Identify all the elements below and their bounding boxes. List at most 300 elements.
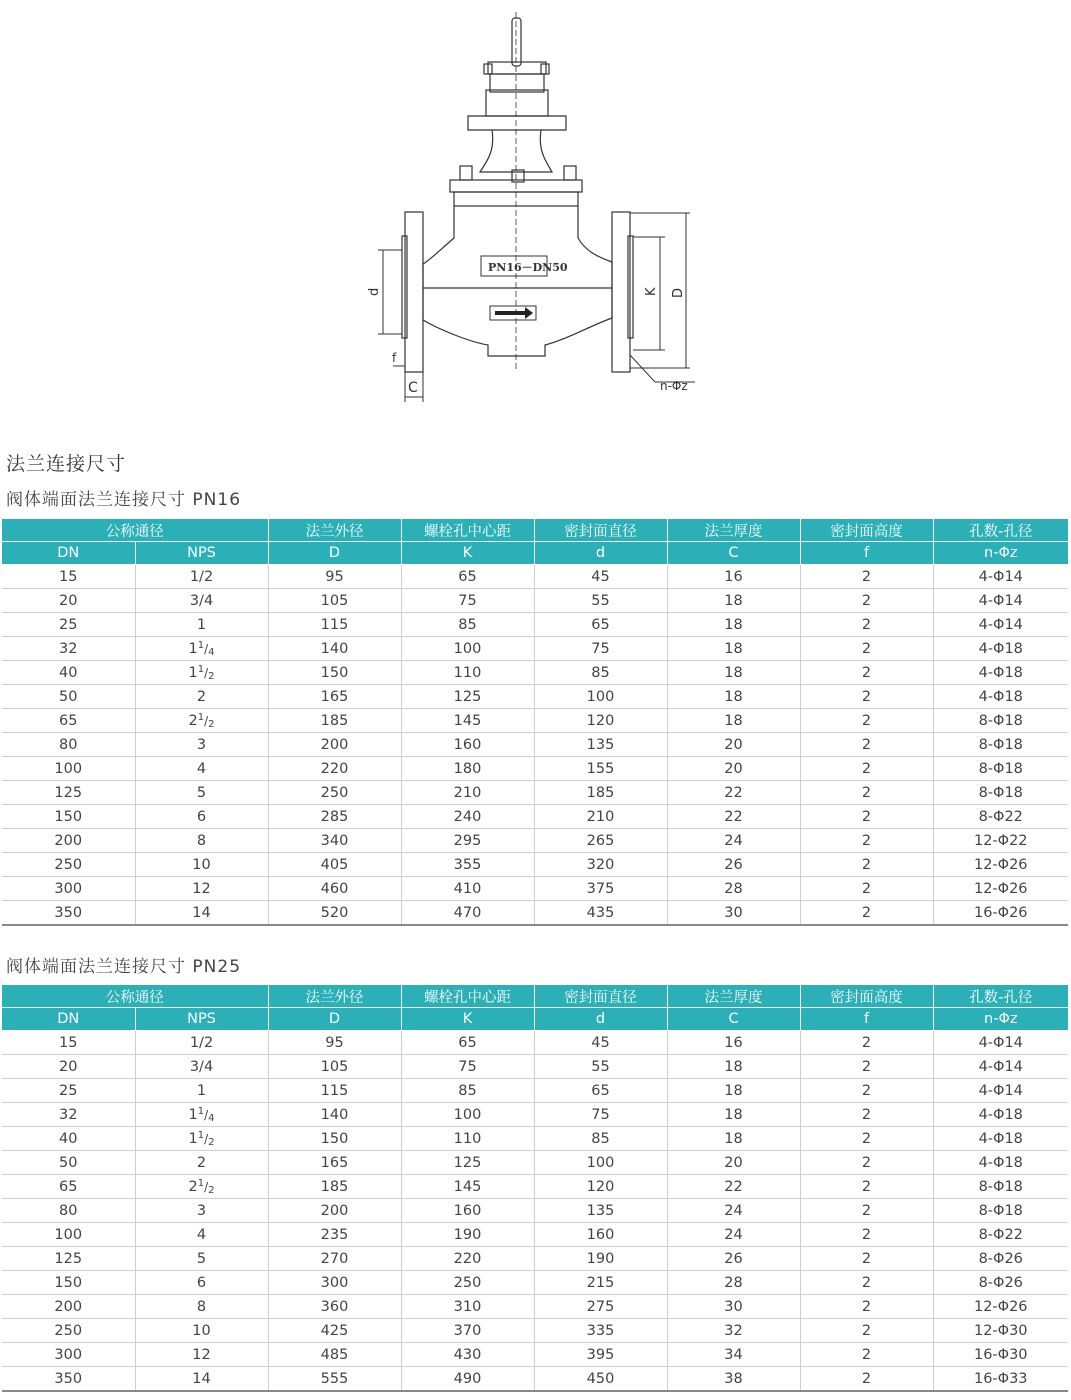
table-row (2, 1031, 1068, 1055)
table-row (2, 1271, 1068, 1295)
cell-flange-thickness: 30 (667, 901, 800, 926)
cell-flange-od: 340 (268, 829, 401, 853)
cell-nps: $1^1/_4$ (135, 637, 268, 661)
cell-bolt-circle: 145 (401, 1175, 534, 1199)
cell-dn: 350 (2, 901, 135, 926)
table-row (2, 1223, 1068, 1247)
cell-flange-od: 165 (268, 685, 401, 709)
cell-holes: 4-Φ18 (933, 1151, 1068, 1175)
table-row (2, 1199, 1068, 1223)
cell-nps: 1/2 (135, 565, 268, 589)
cell-dn: 50 (2, 1151, 135, 1175)
valve-body (423, 206, 612, 356)
cell-nps: $1^1/_4$ (135, 1103, 268, 1127)
cell-flange-thickness: 20 (667, 733, 800, 757)
cell-nps: $1^1/_2$ (135, 661, 268, 685)
cell-holes: 12-Φ26 (933, 877, 1068, 901)
cell-seal-diameter: 100 (534, 1151, 667, 1175)
cell-seal-diameter: 435 (534, 901, 667, 926)
cell-flange-thickness: 18 (667, 1127, 800, 1151)
cell-bolt-circle: 110 (401, 661, 534, 685)
cell-flange-thickness: 18 (667, 1055, 800, 1079)
cell-flange-thickness: 24 (667, 1199, 800, 1223)
cell-dn: 50 (2, 685, 135, 709)
cell-dn: 32 (2, 637, 135, 661)
header-sym: K (401, 1008, 534, 1031)
cell-bolt-circle: 75 (401, 589, 534, 613)
cell-nps: 2 (135, 685, 268, 709)
table-row (2, 805, 1068, 829)
cell-seal-diameter: 275 (534, 1295, 667, 1319)
cell-dn: 80 (2, 1199, 135, 1223)
cell-seal-diameter: 85 (534, 1127, 667, 1151)
cell-flange-thickness: 22 (667, 805, 800, 829)
cell-seal-height: 2 (800, 733, 933, 757)
cell-flange-od: 360 (268, 1295, 401, 1319)
cell-bolt-circle: 125 (401, 1151, 534, 1175)
cell-flange-od: 285 (268, 805, 401, 829)
cell-flange-od: 220 (268, 757, 401, 781)
cell-nps: 8 (135, 829, 268, 853)
cell-flange-od: 520 (268, 901, 401, 926)
cell-holes: 8-Φ26 (933, 1271, 1068, 1295)
cell-dn: 100 (2, 1223, 135, 1247)
cell-seal-diameter: 135 (534, 733, 667, 757)
cell-seal-height: 2 (800, 757, 933, 781)
header-cn: 螺栓孔中心距 (401, 985, 534, 1008)
left-flange (405, 212, 423, 372)
header-sym: d (534, 542, 667, 565)
bonnet-flange (468, 116, 566, 130)
cell-flange-thickness: 16 (667, 565, 800, 589)
cell-holes: 4-Φ14 (933, 613, 1068, 637)
cell-bolt-circle: 470 (401, 901, 534, 926)
header-cn: 法兰厚度 (667, 519, 800, 542)
cell-dn: 15 (2, 565, 135, 589)
cell-flange-od: 105 (268, 1055, 401, 1079)
cell-holes: 4-Φ14 (933, 1079, 1068, 1103)
cell-seal-height: 2 (800, 829, 933, 853)
cell-nps: 5 (135, 1247, 268, 1271)
header-sym: d (534, 1008, 667, 1031)
cell-holes: 12-Φ30 (933, 1319, 1068, 1343)
cell-seal-diameter: 135 (534, 1199, 667, 1223)
cell-holes: 8-Φ18 (933, 1199, 1068, 1223)
header-sym: C (667, 542, 800, 565)
cell-flange-thickness: 18 (667, 589, 800, 613)
cell-seal-height: 2 (800, 589, 933, 613)
cell-seal-diameter: 320 (534, 853, 667, 877)
cell-seal-height: 2 (800, 1055, 933, 1079)
table-row (2, 613, 1068, 637)
cell-flange-thickness: 24 (667, 829, 800, 853)
table-title-pn25: 阀体端面法兰连接尺寸 PN25 (6, 957, 242, 977)
cell-seal-diameter: 215 (534, 1271, 667, 1295)
dim-nphiz-label: n-Φz (660, 379, 688, 393)
cell-seal-diameter: 265 (534, 829, 667, 853)
header-row-cn (2, 985, 1068, 1008)
header-sym: C (667, 1008, 800, 1031)
header-sym: f (800, 542, 933, 565)
cell-flange-od: 460 (268, 877, 401, 901)
cell-seal-height: 2 (800, 1079, 933, 1103)
cell-seal-diameter: 190 (534, 1247, 667, 1271)
cell-seal-height: 2 (800, 781, 933, 805)
cell-nps: 12 (135, 877, 268, 901)
nps-denominator: 2 (208, 718, 215, 730)
cell-nps: 1 (135, 613, 268, 637)
cell-holes: 4-Φ18 (933, 661, 1068, 685)
cell-seal-diameter: 65 (534, 613, 667, 637)
cell-seal-height: 2 (800, 805, 933, 829)
table-row (2, 709, 1068, 733)
cell-bolt-circle: 85 (401, 1079, 534, 1103)
yoke-top (488, 62, 546, 74)
cell-bolt-circle: 65 (401, 565, 534, 589)
valve-drawing (355, 8, 715, 408)
header-sym: NPS (135, 542, 268, 565)
header-cn: 法兰厚度 (667, 985, 800, 1008)
cell-holes: 4-Φ18 (933, 1127, 1068, 1151)
cell-bolt-circle: 110 (401, 1127, 534, 1151)
cell-flange-thickness: 18 (667, 709, 800, 733)
cell-dn: 25 (2, 613, 135, 637)
cell-bolt-circle: 85 (401, 613, 534, 637)
cell-nps: 6 (135, 1271, 268, 1295)
cell-seal-height: 2 (800, 1199, 933, 1223)
cell-flange-od: 95 (268, 1031, 401, 1055)
cell-nps: 6 (135, 805, 268, 829)
nps-numerator: 1 (197, 1105, 205, 1117)
cell-flange-od: 140 (268, 637, 401, 661)
cell-flange-thickness: 18 (667, 1079, 800, 1103)
cell-flange-thickness: 38 (667, 1367, 800, 1392)
cell-seal-height: 2 (800, 685, 933, 709)
header-sym: K (401, 542, 534, 565)
cell-holes: 4-Φ18 (933, 1103, 1068, 1127)
cell-seal-diameter: 75 (534, 637, 667, 661)
cell-bolt-circle: 190 (401, 1223, 534, 1247)
cell-seal-height: 2 (800, 1151, 933, 1175)
nps-numerator: 1 (197, 1129, 205, 1141)
cell-nps: $2^1/_2$ (135, 709, 268, 733)
cell-dn: 32 (2, 1103, 135, 1127)
valve-stem (512, 18, 521, 66)
cell-flange-od: 115 (268, 613, 401, 637)
cell-dn: 20 (2, 1055, 135, 1079)
cell-flange-thickness: 16 (667, 1031, 800, 1055)
cell-dn: 125 (2, 1247, 135, 1271)
cell-flange-thickness: 18 (667, 661, 800, 685)
header-sym: f (800, 1008, 933, 1031)
nps-denominator: 2 (208, 1184, 215, 1196)
table-row (2, 1103, 1068, 1127)
cell-seal-diameter: 85 (534, 661, 667, 685)
cell-holes: 16-Φ26 (933, 901, 1068, 926)
cell-dn: 200 (2, 829, 135, 853)
header-sym: n-Φz (933, 1008, 1068, 1031)
section-title: 法兰连接尺寸 (6, 453, 127, 475)
cell-dn: 250 (2, 1319, 135, 1343)
cell-holes: 8-Φ18 (933, 757, 1068, 781)
header-cn: 密封面直径 (534, 985, 667, 1008)
header-sym: n-Φz (933, 542, 1068, 565)
cell-seal-height: 2 (800, 1271, 933, 1295)
cell-bolt-circle: 240 (401, 805, 534, 829)
nps-numerator: 1 (197, 711, 205, 723)
cell-bolt-circle: 370 (401, 1319, 534, 1343)
cell-dn: 200 (2, 1295, 135, 1319)
cell-flange-od: 115 (268, 1079, 401, 1103)
cell-nps: 3 (135, 733, 268, 757)
cell-bolt-circle: 310 (401, 1295, 534, 1319)
table-row (2, 1079, 1068, 1103)
header-sym: DN (2, 542, 135, 565)
cell-seal-diameter: 185 (534, 781, 667, 805)
cell-flange-thickness: 30 (667, 1295, 800, 1319)
dim-K-label: K (644, 287, 659, 296)
header-row-cn (2, 519, 1068, 542)
nps-numerator: 1 (197, 639, 205, 651)
cell-flange-od: 165 (268, 1151, 401, 1175)
table-row (2, 757, 1068, 781)
cell-dn: 65 (2, 1175, 135, 1199)
cell-nps: 12 (135, 1343, 268, 1367)
cell-nps: 14 (135, 901, 268, 926)
header-group: 公称通径 (2, 985, 268, 1008)
cell-flange-od: 185 (268, 709, 401, 733)
table-row (2, 1055, 1068, 1079)
cell-dn: 20 (2, 589, 135, 613)
cell-seal-diameter: 395 (534, 1343, 667, 1367)
cell-bolt-circle: 355 (401, 853, 534, 877)
cell-holes: 4-Φ18 (933, 637, 1068, 661)
cell-flange-thickness: 24 (667, 1223, 800, 1247)
cell-flange-od: 150 (268, 1127, 401, 1151)
nps-whole: 1 (188, 1130, 198, 1147)
nps-denominator: 4 (208, 646, 215, 658)
cell-bolt-circle: 65 (401, 1031, 534, 1055)
cell-seal-height: 2 (800, 1031, 933, 1055)
header-sym: DN (2, 1008, 135, 1031)
nps-whole: 1 (188, 1106, 198, 1123)
header-cn: 密封面高度 (800, 985, 933, 1008)
cell-seal-height: 2 (800, 613, 933, 637)
cell-flange-od: 200 (268, 733, 401, 757)
cell-seal-diameter: 335 (534, 1319, 667, 1343)
header-cn: 螺栓孔中心距 (401, 519, 534, 542)
cell-bolt-circle: 75 (401, 1055, 534, 1079)
cell-nps: 3 (135, 1199, 268, 1223)
cell-flange-od: 235 (268, 1223, 401, 1247)
table-row (2, 1151, 1068, 1175)
cell-nps: 2 (135, 1151, 268, 1175)
cell-flange-thickness: 34 (667, 1343, 800, 1367)
table-row (2, 565, 1068, 589)
cell-holes: 8-Φ18 (933, 709, 1068, 733)
cell-bolt-circle: 145 (401, 709, 534, 733)
cell-seal-height: 2 (800, 1103, 933, 1127)
table-row (2, 1367, 1068, 1392)
cell-seal-diameter: 155 (534, 757, 667, 781)
table-row (2, 901, 1068, 926)
cell-dn: 350 (2, 1367, 135, 1392)
cell-dn: 125 (2, 781, 135, 805)
table-row (2, 1295, 1068, 1319)
cell-flange-od: 95 (268, 565, 401, 589)
dim-d-label: d (367, 287, 382, 296)
cell-flange-thickness: 28 (667, 1271, 800, 1295)
dim-C-label: C (408, 380, 418, 396)
cell-bolt-circle: 160 (401, 733, 534, 757)
cell-nps: 4 (135, 757, 268, 781)
flange-table-pn16 (2, 519, 1068, 926)
nps-whole: 1 (188, 640, 198, 657)
header-group: 公称通径 (2, 519, 268, 542)
dim-D-label: D (671, 287, 686, 298)
cell-seal-height: 2 (800, 853, 933, 877)
cell-seal-diameter: 100 (534, 685, 667, 709)
header-sym: D (268, 542, 401, 565)
cell-seal-diameter: 120 (534, 1175, 667, 1199)
cell-holes: 4-Φ14 (933, 1055, 1068, 1079)
cell-flange-thickness: 26 (667, 853, 800, 877)
cell-holes: 12-Φ26 (933, 1295, 1068, 1319)
table-row (2, 661, 1068, 685)
cell-seal-diameter: 375 (534, 877, 667, 901)
cell-seal-height: 2 (800, 901, 933, 926)
cell-holes: 8-Φ22 (933, 1223, 1068, 1247)
cell-bolt-circle: 490 (401, 1367, 534, 1392)
table-row (2, 589, 1068, 613)
table-row (2, 1127, 1068, 1151)
header-cn: 法兰外径 (268, 519, 401, 542)
cell-dn: 150 (2, 1271, 135, 1295)
cell-flange-od: 405 (268, 853, 401, 877)
cell-nps: 3/4 (135, 1055, 268, 1079)
cell-flange-thickness: 20 (667, 757, 800, 781)
cell-seal-height: 2 (800, 1343, 933, 1367)
cell-seal-diameter: 120 (534, 709, 667, 733)
cell-seal-height: 2 (800, 1367, 933, 1392)
nps-denominator: 2 (208, 1136, 215, 1148)
cell-bolt-circle: 220 (401, 1247, 534, 1271)
cell-dn: 25 (2, 1079, 135, 1103)
cell-holes: 8-Φ18 (933, 781, 1068, 805)
cell-seal-diameter: 65 (534, 1079, 667, 1103)
cell-seal-diameter: 450 (534, 1367, 667, 1392)
cell-nps: $1^1/_2$ (135, 1127, 268, 1151)
table-row (2, 1319, 1068, 1343)
cell-holes: 4-Φ14 (933, 1031, 1068, 1055)
nps-whole: 1 (188, 664, 198, 681)
cell-seal-height: 2 (800, 1295, 933, 1319)
cell-seal-diameter: 55 (534, 589, 667, 613)
cell-flange-od: 485 (268, 1343, 401, 1367)
cell-seal-height: 2 (800, 1319, 933, 1343)
cell-seal-height: 2 (800, 1247, 933, 1271)
cell-flange-od: 200 (268, 1199, 401, 1223)
table-row (2, 829, 1068, 853)
cell-bolt-circle: 160 (401, 1199, 534, 1223)
cell-nps: 5 (135, 781, 268, 805)
cell-flange-od: 300 (268, 1271, 401, 1295)
nps-numerator: 1 (197, 663, 205, 675)
cell-nps: $2^1/_2$ (135, 1175, 268, 1199)
header-row-sym (2, 542, 1068, 565)
cell-flange-od: 150 (268, 661, 401, 685)
cell-seal-diameter: 210 (534, 805, 667, 829)
flange-table-pn25 (2, 985, 1068, 1392)
dim-f-label: f (392, 351, 397, 365)
cell-holes: 8-Φ18 (933, 733, 1068, 757)
cell-holes: 12-Φ26 (933, 853, 1068, 877)
cell-holes: 8-Φ18 (933, 1175, 1068, 1199)
header-sym: D (268, 1008, 401, 1031)
header-cn: 密封面直径 (534, 519, 667, 542)
cell-flange-thickness: 28 (667, 877, 800, 901)
cell-bolt-circle: 250 (401, 1271, 534, 1295)
table-row (2, 877, 1068, 901)
cell-dn: 80 (2, 733, 135, 757)
cell-dn: 300 (2, 877, 135, 901)
header-cn: 孔数-孔径 (933, 519, 1068, 542)
cell-seal-diameter: 55 (534, 1055, 667, 1079)
cell-flange-od: 270 (268, 1247, 401, 1271)
table-row (2, 1343, 1068, 1367)
cell-flange-thickness: 20 (667, 1151, 800, 1175)
nps-numerator: 1 (197, 1177, 205, 1189)
cell-holes: 8-Φ22 (933, 805, 1068, 829)
cell-nps: 3/4 (135, 589, 268, 613)
body-label: PN16－DN50 (488, 261, 568, 274)
flow-arrow-icon (495, 307, 533, 319)
cell-seal-height: 2 (800, 661, 933, 685)
cell-bolt-circle: 180 (401, 757, 534, 781)
cell-flange-od: 425 (268, 1319, 401, 1343)
cell-flange-od: 105 (268, 589, 401, 613)
cell-holes: 16-Φ33 (933, 1367, 1068, 1392)
header-cn: 法兰外径 (268, 985, 401, 1008)
cell-flange-thickness: 18 (667, 1103, 800, 1127)
table-row (2, 853, 1068, 877)
cell-holes: 4-Φ14 (933, 589, 1068, 613)
header-cn: 孔数-孔径 (933, 985, 1068, 1008)
cell-seal-height: 2 (800, 1223, 933, 1247)
cell-nps: 14 (135, 1367, 268, 1392)
table-title-pn16: 阀体端面法兰连接尺寸 PN16 (6, 490, 242, 510)
header-row-sym (2, 1008, 1068, 1031)
cell-bolt-circle: 100 (401, 637, 534, 661)
nps-denominator: 4 (208, 1112, 215, 1124)
cell-holes: 4-Φ14 (933, 565, 1068, 589)
cell-flange-od: 250 (268, 781, 401, 805)
cell-dn: 40 (2, 1127, 135, 1151)
cell-holes: 8-Φ26 (933, 1247, 1068, 1271)
cell-holes: 16-Φ30 (933, 1343, 1068, 1367)
cell-flange-thickness: 22 (667, 781, 800, 805)
cell-bolt-circle: 125 (401, 685, 534, 709)
cell-seal-height: 2 (800, 1175, 933, 1199)
cell-dn: 65 (2, 709, 135, 733)
cell-dn: 40 (2, 661, 135, 685)
cell-nps: 10 (135, 853, 268, 877)
cell-nps: 8 (135, 1295, 268, 1319)
table-row (2, 781, 1068, 805)
cell-flange-thickness: 18 (667, 637, 800, 661)
cell-dn: 150 (2, 805, 135, 829)
cell-holes: 12-Φ22 (933, 829, 1068, 853)
